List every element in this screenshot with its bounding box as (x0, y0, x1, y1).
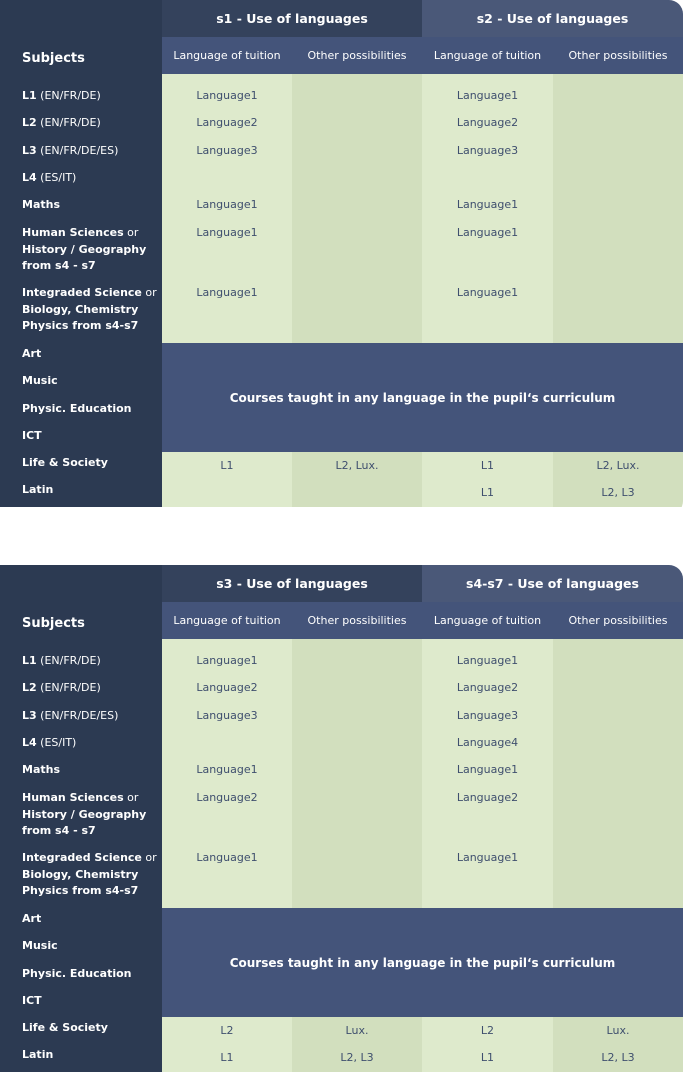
lower-cells (422, 452, 553, 507)
subject-label (22, 88, 158, 105)
subject-name: Maths (22, 198, 61, 211)
column-header: Language of tuition (422, 37, 553, 74)
table-s1-s2 (0, 0, 683, 515)
language-cell: Language2 (456, 681, 519, 694)
subject-list (0, 639, 162, 1072)
life-society-cell: Lux. (345, 1024, 369, 1037)
subject-extra: Biology, Chemistry Physics from s4-s7 (22, 302, 139, 332)
subject-name: Human Sciences (22, 791, 124, 804)
latin-cell: L2, L3 (340, 1051, 374, 1064)
subject-label (22, 762, 158, 779)
language-cell: Language1 (456, 763, 519, 776)
language-cell: Language1 (456, 198, 519, 211)
column-header: Other possibilities (553, 37, 683, 74)
subject-label (22, 401, 158, 418)
column-header: Other possibilities (292, 37, 422, 74)
subject-name: Life & Society (22, 456, 108, 469)
subject-qualifier: or (123, 791, 139, 804)
subject-label (22, 482, 158, 499)
subject-name: Music (22, 939, 58, 952)
language-cell: Language3 (196, 144, 258, 157)
subject-label (22, 680, 158, 697)
latin-cell: L2, L3 (601, 486, 635, 499)
subject-qualifier: (EN/FR/DE) (36, 681, 101, 694)
latin-cell: L1 (480, 486, 495, 499)
language-cell: Language2 (196, 681, 258, 694)
subject-label (22, 993, 158, 1010)
subject-name: ICT (22, 994, 42, 1007)
lower-cells (162, 1017, 292, 1072)
subject-name: Art (22, 912, 42, 925)
any-language-band: Courses taught in any language in the pupil‘s curriculum (162, 343, 683, 452)
language-cell: Language1 (196, 763, 258, 776)
language-cell: Language3 (196, 709, 258, 722)
life-society-cell: L1 (480, 459, 495, 472)
subject-qualifier: (EN/FR/DE/ES) (36, 709, 119, 722)
subject-label (22, 911, 158, 928)
group-header-b: s2 - Use of languages (422, 0, 683, 37)
subjects-header: Subjects (0, 565, 162, 639)
language-cell: Language3 (456, 144, 519, 157)
column-header: Language of tuition (422, 602, 553, 639)
column-header: Other possibilities (292, 602, 422, 639)
subject-label (22, 708, 158, 725)
subject-name: L1 (22, 89, 37, 102)
subjects-header: Subjects (0, 0, 162, 74)
subject-label (22, 850, 158, 900)
subject-name: Latin (22, 1048, 54, 1061)
language-cell: Language1 (456, 851, 519, 864)
subject-name: Physic. Education (22, 402, 132, 415)
subject-label (22, 373, 158, 390)
subject-name: L3 (22, 709, 37, 722)
column-header: Other possibilities (553, 602, 683, 639)
life-society-cell: Lux. (606, 1024, 630, 1037)
language-cell: Language1 (196, 226, 258, 239)
subject-name: Maths (22, 763, 61, 776)
any-language-band: Courses taught in any language in the pupil‘s curriculum (162, 908, 683, 1017)
subject-qualifier: (EN/FR/DE) (36, 89, 101, 102)
subject-qualifier: (EN/FR/DE) (36, 654, 101, 667)
subject-name: Integraded Science (22, 851, 142, 864)
subject-label (22, 938, 158, 955)
subject-qualifier: (ES/IT) (36, 171, 77, 184)
lower-cells (292, 1017, 422, 1072)
subject-name: Latin (22, 483, 54, 496)
subject-label (22, 966, 158, 983)
subject-name: Music (22, 374, 58, 387)
subject-name: Life & Society (22, 1021, 108, 1034)
column-header: Language of tuition (162, 602, 292, 639)
language-cell: Language1 (196, 286, 258, 299)
column-cells (553, 639, 683, 908)
latin-cell: L1 (220, 1051, 234, 1064)
subject-name: Physic. Education (22, 967, 132, 980)
group-header-a: s1 - Use of languages (162, 0, 422, 37)
group-header-a: s3 - Use of languages (162, 565, 422, 602)
column-cells (292, 74, 422, 343)
subject-label (22, 653, 158, 670)
subject-label (22, 735, 158, 752)
subject-list (0, 74, 162, 507)
subject-extra: History / Geography from s4 - s7 (22, 242, 147, 272)
life-society-cell: L2 (220, 1024, 234, 1037)
subject-label (22, 143, 158, 160)
column-cells (553, 74, 683, 343)
language-cell: Language4 (456, 736, 519, 749)
language-cell: Language3 (456, 709, 519, 722)
subject-name: L1 (22, 654, 37, 667)
life-society-cell: L2 (480, 1024, 495, 1037)
lower-cells (162, 452, 292, 507)
subject-name: L3 (22, 144, 37, 157)
subject-extra: Biology, Chemistry Physics from s4-s7 (22, 867, 139, 897)
column-cells (422, 639, 553, 908)
column-header: Language of tuition (162, 37, 292, 74)
table-s3-s7 (0, 565, 683, 1080)
subject-label (22, 455, 158, 472)
group-header-b: s4-s7 - Use of languages (422, 565, 683, 602)
subject-label (22, 346, 158, 363)
subject-qualifier: (ES/IT) (36, 736, 77, 749)
subject-label (22, 1020, 158, 1037)
language-cell: Language1 (196, 198, 258, 211)
subject-name: Human Sciences (22, 226, 124, 239)
life-society-cell: L2, Lux. (596, 459, 640, 472)
subject-name: L4 (22, 171, 37, 184)
column-cells (162, 74, 292, 343)
subject-label (22, 225, 158, 275)
language-cell: Language2 (196, 791, 258, 804)
subject-extra: History / Geography from s4 - s7 (22, 807, 147, 837)
column-cells (422, 74, 553, 343)
subject-name: Integraded Science (22, 286, 142, 299)
life-society-cell: L2, Lux. (335, 459, 379, 472)
subject-name: L2 (22, 116, 37, 129)
language-cell: Language1 (196, 654, 258, 667)
language-cell: Language1 (196, 851, 258, 864)
lower-cells (553, 1017, 683, 1072)
subject-label (22, 285, 158, 335)
latin-cell: L2, L3 (601, 1051, 635, 1064)
subject-label (22, 790, 158, 840)
lower-cells (292, 452, 422, 507)
subject-label (22, 428, 158, 445)
language-cell: Language1 (456, 654, 519, 667)
language-cell: Language2 (456, 116, 519, 129)
subject-qualifier: (EN/FR/DE) (36, 116, 101, 129)
column-cells (292, 639, 422, 908)
subject-label (22, 115, 158, 132)
latin-cell: L1 (480, 1051, 495, 1064)
subject-qualifier: or (141, 286, 157, 299)
subject-label (22, 1047, 158, 1064)
subject-label (22, 197, 158, 214)
lower-cells (422, 1017, 553, 1072)
subject-label (22, 170, 158, 187)
subject-name: Art (22, 347, 42, 360)
language-cell: Language1 (456, 89, 519, 102)
subject-name: ICT (22, 429, 42, 442)
subject-name: L2 (22, 681, 37, 694)
language-cell: Language1 (196, 89, 258, 102)
column-cells (162, 639, 292, 908)
language-cell: Language2 (196, 116, 258, 129)
subject-name: L4 (22, 736, 37, 749)
lower-cells (553, 452, 683, 507)
language-cell: Language1 (456, 226, 519, 239)
subject-qualifier: (EN/FR/DE/ES) (36, 144, 119, 157)
subject-qualifier: or (123, 226, 139, 239)
life-society-cell: L1 (220, 459, 234, 472)
subject-qualifier: or (141, 851, 157, 864)
language-cell: Language2 (456, 791, 519, 804)
language-cell: Language1 (456, 286, 519, 299)
